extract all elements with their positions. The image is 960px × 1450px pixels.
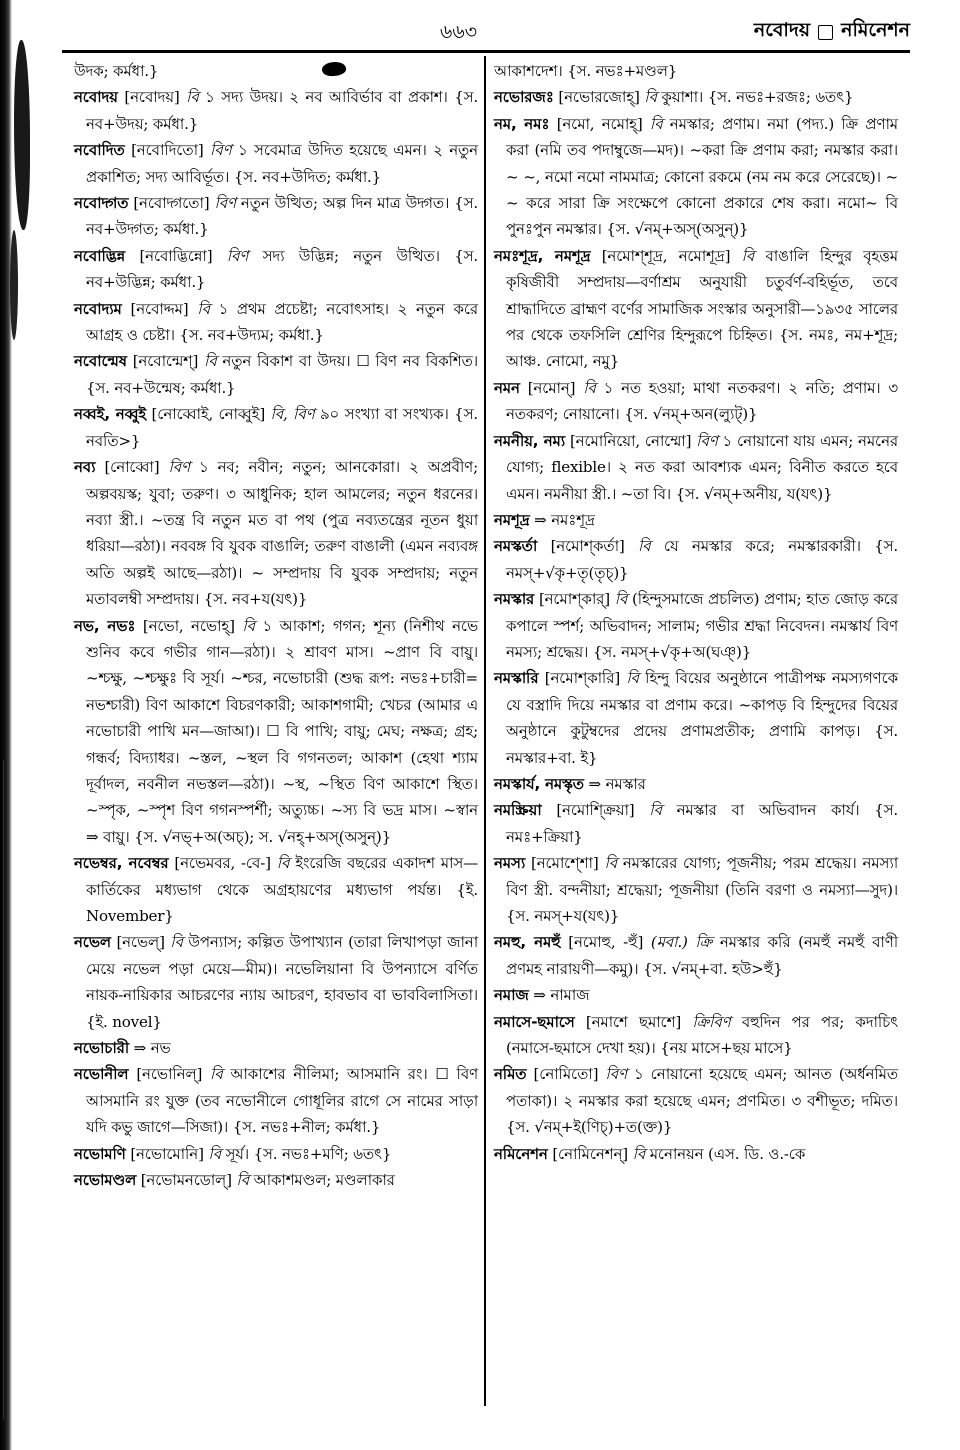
dictionary-entry — [74, 137, 478, 190]
definition: ১ নোয়ানো হয়েছে এমন; আনত (অর্ধনমিত পতাকা)। ২ নমস্কার করা হয়েছে এমন; প্রণমিত। ৩ বশীভূত; দমিত। {স. √নম্+ই(ণিচ্)+ত(ক্ত)} — [506, 1065, 898, 1137]
part-of-speech: বিণ — [210, 141, 232, 160]
guide-word-first: নবোদয় — [753, 19, 811, 41]
part-of-speech: বিণ — [605, 1065, 627, 1084]
part-of-speech: বিণ — [214, 194, 236, 213]
pronunciation: [নভোরজোহ্] — [558, 88, 640, 107]
definition: নমস্কারের যোগ্য; পূজনীয়; পরম শ্রদ্ধেয়। নমস্যা বিণ স্ত্রী. বন্দনীয়া; শ্রদ্ধেয়া; পূজনীয়া (তিনি বরণা ও নমস্যা—সুদ)। {স. নমস্+য(যৎ)} — [506, 854, 899, 925]
headword: নমশূদ্র — [494, 510, 530, 529]
definition: ইংরেজি বছরের একাদশ মাস—কার্তিকের মধ্যভাগ থেকে অগ্রহায়ণের মধ্যভাগ পর্যন্ত। {ই. November} — [86, 854, 478, 925]
definition: নতুন বিকাশ বা উদয়। ☐ বিণ নব বিকশিত। {স. নব+উন্মেষ; কর্মধা.} — [86, 352, 478, 397]
headword: নবোদয় — [74, 88, 118, 107]
pronunciation: [নমোশ্ক্রিয়া] — [556, 801, 635, 820]
pronunciation: [নমোশ্কার্] — [538, 590, 610, 609]
pronunciation: [নভোমনডোল্] — [140, 1171, 232, 1190]
pronunciation: [নমোশ্শূদ্র, নমোশূদ্র] — [601, 246, 731, 265]
pronunciation: [নোব্বো] — [104, 458, 160, 477]
dictionary-entry — [74, 850, 478, 929]
part-of-speech: বিণ — [696, 431, 718, 450]
headword: নমাজ — [494, 986, 529, 1005]
dictionary-entry — [494, 84, 898, 110]
column-divider — [484, 56, 486, 1406]
dictionary-entry — [494, 428, 898, 507]
definition: কুয়াশা। {স. নভঃ+রজঃ; ৬তৎ} — [661, 88, 854, 107]
dictionary-entry — [74, 401, 478, 454]
dictionary-entry — [494, 533, 898, 586]
definition: ১ নোয়ানো যায় এমন; নমনের যোগ্য; flexible। ২ নত করা আবশ্যক এমন; বিনীত করতে হবে এমন। নমনীয়া স্ত্রী.। ~তা বি। {স. √নম্+অনীয়, য(যৎ)} — [506, 431, 898, 503]
definition: ⇒ নামাজ — [533, 986, 590, 1005]
part-of-speech: বি — [583, 378, 596, 397]
guide-words — [754, 16, 910, 48]
scan-smudge — [10, 230, 18, 340]
definition: আকাশমণ্ডল; মণ্ডলাকার — [253, 1171, 395, 1190]
part-of-speech: বি — [204, 352, 217, 371]
headword: নভোমণি — [74, 1144, 126, 1163]
pronunciation: [নমো, নমোহ্] — [556, 114, 643, 133]
definition: সদ্য উদ্ভিন্ন; নতুন উত্থিত। {স. নব+উদ্ভিন্ন; কর্মধা.} — [86, 246, 478, 292]
part-of-speech: বি — [604, 854, 617, 873]
definition: ১ সবেমাত্র উদিত হয়েছে এমন। ২ নতুন প্রকাশিত; সদ্য আবির্ভূত। {স. নব+উদিত; কর্মধা.} — [86, 141, 478, 186]
definition: নমস্কার; প্রণাম। নমা (পদ্য.) ক্রি প্রণাম করা (নমি তব পদাম্বুজে—মদ)। ~করা ক্রি প্রণাম করা; নমস্কার করা। ~ ~, নমো নমো নামমাত্র; কোনো রকমে (নম নম করে সেরেছে)। ~ ~ করে সারা ক্রি সংক্ষেপে কোনো প্রকারে শেষ করা। নমো~ বি পুনঃপুন নমস্কার। {স. √নম্+অস্(অসুন্)} — [506, 114, 898, 239]
dictionary-entry — [494, 982, 898, 1008]
definition: হিন্দু বিয়ের অনুষ্ঠানে পাত্রীপক্ষ নমস্যগণকে যে বস্ত্রাদি দিয়ে নমস্কার বা প্রণাম করে। ~কাপড় বি হিন্দুদের বিয়ের অনুষ্ঠানে কুটুম্বদের প্রদেয় প্রণামপ্রতীক; প্রণামি কাপড়। {স. নমস্কার+বা. ই} — [506, 669, 898, 767]
headword: নমন — [494, 378, 520, 397]
dictionary-entry — [494, 111, 898, 243]
headword: নবোদিত — [74, 141, 125, 160]
dictionary-entry — [494, 1141, 898, 1167]
right-column — [494, 58, 898, 1167]
dictionary-entry — [74, 296, 478, 349]
pronunciation: [নবোদ্দম] — [130, 299, 189, 318]
part-of-speech: বি — [210, 1065, 223, 1084]
definition: (হিন্দুসমাজে প্রচলিত) প্রণাম; হাত জোড় করে কপালে স্পর্শ; অভিবাদন; সালাম; গভীর শ্রদ্ধা নিবেদন। নমস্কার্য বিণ নমস্য; শ্রদ্ধেয়। {স. নমস্+√কৃ+অ(ঘঞ্)} — [506, 590, 898, 661]
headword: নম, নমঃ — [494, 114, 550, 133]
pronunciation: [নমোশ্শো] — [531, 854, 599, 873]
dictionary-entry — [74, 1035, 478, 1061]
pronunciation: [নমোহু, -হুঁ] — [568, 933, 644, 952]
part-of-speech: বি — [170, 933, 183, 952]
definition: ১ সদ্য উদয়। ২ নব আবির্ভাব বা প্রকাশ। {স. নব+উদয়; কর্মধা.} — [86, 88, 478, 133]
definition: ⇒ নমঃশূদ্র — [534, 510, 595, 529]
scan-smudge — [14, 40, 30, 230]
headword: নভেম্বর, নবেম্বর — [74, 854, 169, 873]
headword: নমস্কার — [494, 590, 535, 609]
headword: নভোরজঃ — [494, 88, 554, 107]
definition: আকাশদেশ। {স. নভঃ+মণ্ডল} — [494, 62, 678, 80]
part-of-speech: বি — [242, 616, 255, 635]
headword: নমস্ক্রিয়া — [494, 801, 542, 820]
dictionary-entry — [74, 613, 478, 851]
definition: ⇒ নভ — [133, 1039, 171, 1058]
part-of-speech: বিণ — [226, 246, 249, 265]
page-number: ৬৬৩ — [440, 21, 478, 43]
part-of-speech: বি — [644, 88, 657, 107]
dictionary-entry — [494, 771, 898, 797]
dictionary-entry — [74, 348, 478, 401]
pronunciation: [নমোশ্কর্তা] — [550, 537, 625, 556]
definition: নমস্কার করি (নমহুঁ নমহুঁ বাণী প্রণমহ নারায়ণী—কমু)। {স. √নম্+বা. হউ>হুঁ} — [506, 933, 898, 978]
dictionary-entry — [494, 850, 898, 929]
left-column — [74, 58, 478, 1193]
headword: নবোদ্যম — [74, 299, 122, 318]
pronunciation: [নমোনিয়ো, নোম্মো] — [569, 431, 692, 450]
definition: মনোনয়ন (এস. ডি. ও.-কে — [649, 1144, 806, 1163]
dictionary-entry — [494, 243, 898, 375]
headword: নব্য — [74, 458, 96, 477]
part-of-speech: (মবা.) ক্রি — [650, 933, 713, 952]
headword: নবোদ্গত — [74, 194, 129, 213]
definition: ১ প্রথম প্রচেষ্টা; নবোৎসাহ। ২ নতুন করে আগ্রহ ও চেষ্টা। {স. নব+উদ্যম; কর্মধা.} — [86, 299, 478, 345]
pronunciation: [নভেল্] — [116, 933, 165, 952]
dictionary-entry — [74, 929, 478, 1035]
dictionary-entry — [494, 507, 898, 533]
margin-line — [3, 760, 4, 1420]
definition: নতুন উত্থিত; অল্প দিন মাত্র উদ্গত। {স. নব+উদ্গত; কর্মধা.} — [86, 194, 478, 239]
definition: বহুদিন পর পর; কদাচিৎ (নমাসে-ছমাসে দেখা হয়)। {নয় মাসে+ছয় মাসে} — [506, 1012, 898, 1058]
part-of-speech: বি, বিণ — [270, 405, 315, 424]
part-of-speech: বি — [649, 114, 663, 133]
part-of-speech: বিণ — [168, 458, 190, 477]
headword: নমস্য — [494, 854, 526, 873]
dictionary-entry — [494, 586, 898, 665]
pronunciation: [নমোশ্কারি] — [544, 669, 621, 688]
definition: ⇒ নমস্কার — [588, 774, 646, 793]
part-of-speech: বি — [197, 299, 210, 318]
pronunciation: [নোব্বোই, নোব্বুই] — [151, 405, 266, 424]
dictionary-entry — [494, 665, 898, 771]
part-of-speech: বি — [632, 1144, 646, 1163]
dictionary-entry — [74, 58, 478, 84]
pronunciation: [নভো, নভোহ্] — [142, 616, 235, 635]
definition: ১ নব; নবীন; নতুন; আনকোরা। ২ অপ্রবীণ; অল্পবয়স্ক; যুবা; তরুণ। ৩ আধুনিক; হাল আমলের; নতুন ধরনের। নব্যা স্ত্রী.। ~তন্ত্র বি নতুন মত বা পথ (পুত্র নব্যতন্ত্রের নূতন ধুয়া ধরিয়া—রঠা)। নববঙ্গ বি যুবক বাঙালি; তরুণ বাঙালী (এমন নব্যবঙ্গ অতি অল্পই আছে—রঠা)। ~ সম্প্রদায় বি যুবক সম্প্রদায়; নতুন মতাবলম্বী সম্প্রদায়। {স. নব+য(যৎ)} — [86, 458, 478, 609]
definition: উদক; কর্মধা.} — [74, 62, 159, 80]
pronunciation: [নভোমোনি] — [130, 1144, 204, 1163]
dictionary-entry — [74, 190, 478, 243]
page-header — [62, 16, 910, 44]
definition: বাঙালি হিন্দুর বৃহত্তম কৃষিজীবী সম্প্রদায়—বর্ণাশ্রম অনুযায়ী চতুর্বর্ণ-বহির্ভূত, তবে শ্রাদ্ধাদিতে ব্রাহ্মণ বর্ণের সামাজিক সংস্কার অনুসারী—১৯৩৫ সালের পর থেকে তফসিলি শ্রেণির হিন্দুরূপে চিহ্নিত। {স. নমঃ, নম+শূদ্র; আঞ্চ. নোমো, নমু} — [506, 246, 898, 371]
dictionary-entry — [494, 797, 898, 850]
dictionary-entry — [74, 1141, 478, 1167]
definition: আকাশের নীলিমা; আসমানি রং। ☐ বিণ আসমানি রং যুক্ত (তব নভোনীলে গোধূলির রাগে সে নামের সাড়া যদি কভু জাগে—সিজা)। {স. নভঃ+নীল; কর্মধা.} — [86, 1065, 478, 1137]
header-rule — [62, 50, 910, 53]
pronunciation: [নমাশে ছমাশে] — [585, 1012, 682, 1031]
headword: নমস্কারি — [494, 669, 539, 688]
headword: নমিনেশন — [494, 1144, 548, 1163]
dictionary-entry — [74, 84, 478, 137]
definition: ১ নত হওয়া; মাথা নতকরণ। ২ নতি; প্রণাম। ৩ নতকরণ; নোয়ানো। {স. √নম্+অন(ল্যুট্)} — [506, 378, 898, 424]
definition: সূর্য। {স. নভঃ+মণি; ৬তৎ} — [225, 1144, 392, 1163]
dictionary-entry — [494, 1061, 898, 1140]
dictionary-entry — [494, 1009, 898, 1062]
part-of-speech: বি — [186, 88, 199, 107]
pronunciation: [নভেমবর, -বে-] — [174, 854, 271, 873]
dictionary-entry — [494, 375, 898, 428]
part-of-speech: বি — [276, 854, 290, 873]
square-icon — [818, 25, 833, 40]
definition: ১ আকাশ; গগন; শূন্য (নিশীথ নভে শুনিব কবে গভীর গান—রঠা)। ২ শ্রাবণ মাস। ~প্রাণ বি বায়ু। ~শ্চক্ষু, ~শ্চক্ষুঃ বি সূর্য। ~শ্চর, নভোচারী (শুদ্ধ রূপ: নভঃ+চারী= নভশ্চারী) বিণ আকাশে বিচরণকারী; আকাশগামী; খেচর (আমার এ নভোচারী পাখি মন—জাআ)। ☐ বি পাখি; বায়ু; মেঘ; নক্ষত্র; গ্রহ; গন্ধর্ব; বিদ্যাধর। ~স্তল, ~স্থল বি গগনতল; আকাশ (হেথা শ্যাম দূর্বাদল, নবনীল নভস্তল—রঠা)। ~স্থ, ~স্থিত বিণ আকাশে স্থিত। ~স্পৃক, ~স্পৃশ বিণ গগনস্পর্শী; অত্যুচ্চ। ~স্য বি ভদ্র মাস। ~স্বান ⇒ বায়ু। {স. √নভ্+অ(অচ্); স. √নহ্+অস্(অসুন্)} — [86, 616, 479, 846]
dictionary-entry — [74, 1167, 478, 1193]
pronunciation: [নোমিনেশন্] — [552, 1144, 628, 1163]
headword: নবোদ্ভিন্ন — [74, 246, 126, 265]
definition: উপন্যাস; কল্পিত উপাখ্যান (তারা লিখাপড়া জানা মেয়ে নভেল পড়া মেয়ে—মীম)। নভেলিয়ানা বি উপন্যাসে বর্ণিত নায়ক-নায়িকার আচরণের ন্যায় আচরণ, হাবভাব বা ভাববিলাসিতা। {ই. novel} — [86, 933, 478, 1031]
pronunciation: [নবোদ্গতো] — [133, 194, 210, 213]
part-of-speech: বি — [649, 801, 662, 820]
headword: নমস্কর্তা — [494, 537, 538, 556]
scan-edge-shadow — [0, 0, 12, 1450]
definition: ৯০ সংখ্যা বা সংখ্যক। {স. নবতি>} — [86, 405, 478, 450]
headword: নভোমণ্ডল — [74, 1171, 137, 1190]
headword: নভোনীল — [74, 1065, 129, 1084]
headword: নমহু, নমহুঁ — [494, 933, 561, 952]
part-of-speech: বি — [637, 537, 651, 556]
headword: নমিত — [494, 1065, 527, 1084]
dictionary-entry — [494, 929, 898, 982]
dictionary-entry — [494, 58, 898, 84]
headword: নমঃশূদ্র, নমশূদ্র — [494, 246, 591, 265]
headword: নমনীয়, নম্য — [494, 431, 566, 450]
definition: নমস্কার বা অভিবাদন কার্য। {স. নমঃ+ক্রিয়া} — [506, 801, 898, 846]
pronunciation: [নভোনিল্] — [136, 1065, 203, 1084]
dictionary-entry — [74, 243, 478, 296]
headword: নভোচারী — [74, 1039, 130, 1058]
part-of-speech: ক্রিবিণ — [692, 1012, 731, 1031]
headword: নভেল — [74, 933, 111, 952]
headword: নভ, নভঃ — [74, 616, 136, 635]
part-of-speech: বি — [741, 246, 755, 265]
pronunciation: [নবোদ্ভিন্নো] — [139, 246, 213, 265]
headword: নবোন্মেষ — [74, 352, 127, 371]
pronunciation: [নবোদয়] — [124, 88, 180, 107]
part-of-speech: বি — [208, 1144, 221, 1163]
headword: নব্বই, নব্বুই — [74, 405, 147, 424]
pronunciation: [নমোন্] — [527, 378, 576, 397]
guide-word-last: নমিনেশন — [841, 19, 910, 41]
dictionary-entry — [74, 454, 478, 612]
pronunciation: [নবোন্মেশ্] — [132, 352, 199, 371]
pronunciation: [নোমিতো] — [533, 1065, 599, 1084]
headword: নমস্কার্য, নমস্কৃত — [494, 774, 584, 793]
pronunciation: [নবোদিতো] — [131, 141, 204, 160]
headword: নমাসে-ছমাসে — [494, 1012, 575, 1031]
part-of-speech: বি — [626, 669, 639, 688]
dictionary-entry — [74, 1061, 478, 1140]
definition: যে নমস্কার করে; নমস্কারকারী। {স. নমস্+√কৃ+তৃ(তৃচ্)} — [506, 537, 898, 582]
part-of-speech: বি — [236, 1171, 249, 1190]
part-of-speech: বি — [614, 590, 628, 609]
